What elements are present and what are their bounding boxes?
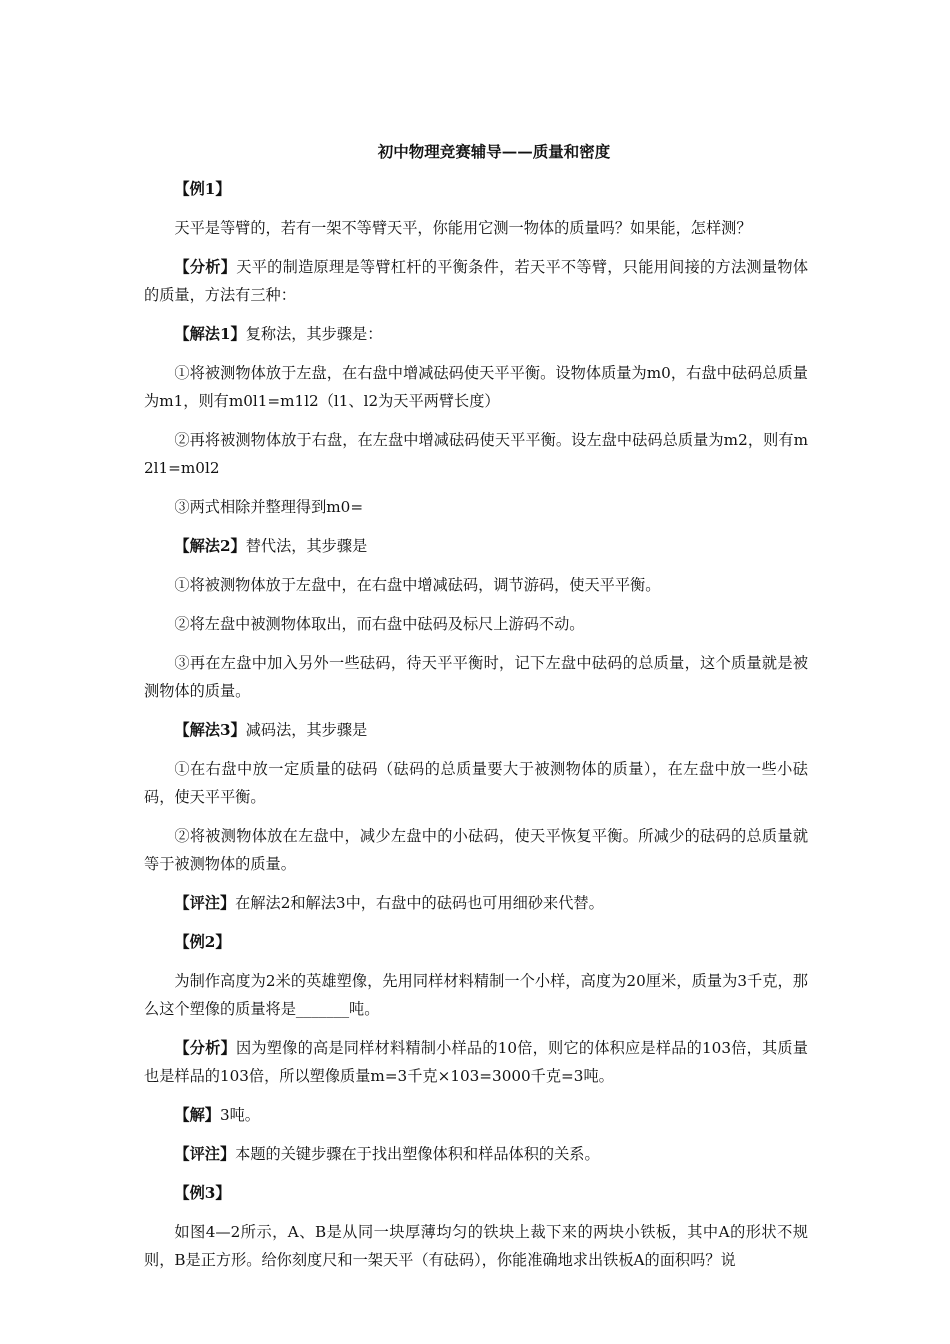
paragraph-text: 本题的关键步骤在于找出塑像体积和样品体积的关系。 (235, 1145, 600, 1163)
paragraph-label: 【评注】 (174, 1145, 236, 1163)
solution-paragraph (144, 1101, 808, 1129)
paragraph-text: ②将被测物体放在左盘中，减少左盘中的小砝码，使天平恢复平衡。所减少的砝码的总质量就等于被测物体的质量。 (144, 827, 808, 873)
paragraph-text: 如图4—2所示，A、B是从同一块厚薄均匀的铁块上裁下来的两块小铁板，其中A的形状不规则，B是正方形。给你刻度尺和一架天平（有砝码），你能准确地求出铁板A的面积吗？说 (144, 1223, 808, 1269)
paragraph-text: ②再将被测物体放于右盘，在左盘中增减砝码使天平平衡。设左盘中砝码总质量为m2，则有m2l1=m0l2 (144, 431, 808, 477)
example-1-heading (144, 175, 808, 203)
paragraph-label: 【评注】 (174, 894, 236, 912)
paragraph-label: 【例1】 (174, 180, 231, 198)
method-1-step-3 (144, 493, 808, 521)
method-3-step-2 (144, 822, 808, 878)
method-1-paragraph (144, 320, 808, 348)
paragraph-label: 【分析】 (174, 1039, 236, 1057)
question-text (144, 967, 808, 1023)
method-2-step-3 (144, 649, 808, 705)
paragraph-text: 复称法，其步骤是： (245, 325, 383, 343)
method-3-paragraph (144, 716, 808, 744)
paragraph-text: 3吨。 (219, 1106, 260, 1124)
paragraph-text: 替代法，其步骤是 (245, 537, 368, 555)
paragraph-label: 【例3】 (174, 1184, 231, 1202)
paragraph-text: 因为塑像的高是同样材料精制小样品的10倍，则它的体积应是样品的103倍，其质量也是样品的103倍，所以塑像质量m=3千克×103=3000千克=3吨。 (144, 1039, 808, 1085)
paragraph-label: 【解法2】 (174, 537, 246, 555)
comment-paragraph (144, 1140, 808, 1168)
paragraph-text: ②将左盘中被测物体取出，而右盘中砝码及标尺上游码不动。 (174, 615, 585, 633)
example-3-heading (144, 1179, 808, 1207)
paragraph-text: ③两式相除并整理得到m0= (174, 498, 364, 516)
paragraph-label: 【分析】 (174, 258, 237, 276)
document-page (144, 138, 808, 1285)
comment-paragraph (144, 889, 808, 917)
analysis-paragraph (144, 1034, 808, 1090)
paragraph-label: 【解法3】 (174, 721, 246, 739)
question-text (144, 1218, 808, 1274)
paragraph-text: ①在右盘中放一定质量的砝码（砝码的总质量要大于被测物体的质量），在左盘中放一些小砝码，使天平平衡。 (144, 760, 808, 806)
paragraph-label: 【解法1】 (174, 325, 246, 343)
paragraph-text: ①将被测物体放于左盘，在右盘中增减砝码使天平平衡。设物体质量为m0，右盘中砝码总质量为m1，则有m0l1=m1l2（l1、l2为天平两臂长度） (144, 364, 808, 410)
paragraph-text: 天平是等臂的，若有一架不等臂天平，你能用它测一物体的质量吗？如果能，怎样测？ (174, 219, 752, 237)
paragraph-label: 【解】 (174, 1106, 220, 1124)
question-text (144, 214, 808, 242)
method-1-step-2 (144, 426, 808, 482)
paragraph-text: 在解法2和解法3中，右盘中的砝码也可用细砂来代替。 (235, 894, 604, 912)
method-3-step-1 (144, 755, 808, 811)
method-2-step-1 (144, 571, 808, 599)
paragraph-text: ③再在左盘中加入另外一些砝码，待天平平衡时，记下左盘中砝码的总质量，这个质量就是被测物体的质量。 (144, 654, 808, 700)
paragraph-text: 为制作高度为2米的英雄塑像，先用同样材料精制一个小样，高度为20厘米，质量为3千克，那么这个塑像的质量将是_______吨。 (144, 972, 808, 1018)
method-2-step-2 (144, 610, 808, 638)
paragraph-text: ①将被测物体放于左盘中，在右盘中增减砝码，调节游码，使天平平衡。 (174, 576, 661, 594)
paragraph-label: 【例2】 (174, 933, 231, 951)
method-1-step-1 (144, 359, 808, 415)
paragraph-text: 减码法，其步骤是 (245, 721, 368, 739)
paragraph-text: 天平的制造原理是等臂杠杆的平衡条件，若天平不等臂，只能用间接的方法测量物体的质量，方法有三种： (144, 258, 809, 304)
analysis-paragraph (144, 253, 808, 309)
example-2-heading (144, 928, 808, 956)
method-2-paragraph (144, 532, 808, 560)
document-title: 初中物理竞赛辅导——质量和密度 (377, 142, 611, 161)
